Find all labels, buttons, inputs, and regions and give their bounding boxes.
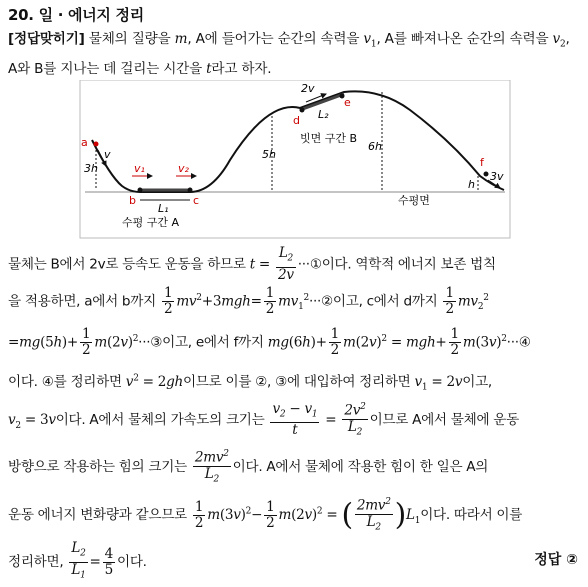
- solution-line-5: $v_2 = 3v$이다. A에서 물체의 가속도의 크기는 $\frac{v_2 - v_1}{t}$ = $\frac{2v^2}{L_2}$ 이므로 A에서 물체에 운동: [8, 400, 519, 439]
- answer-tag: [정답맞히기]: [8, 31, 85, 47]
- figure-frame: [80, 80, 510, 238]
- label-e: e: [344, 96, 351, 109]
- label-3h: 3h: [84, 162, 98, 175]
- label-3v: 3v: [490, 170, 504, 183]
- label-c: c: [193, 194, 200, 207]
- label-h: h: [468, 178, 475, 191]
- label-L1: L₁: [158, 202, 169, 215]
- solution-line-1: 물체는 B에서 2v로 등속도 운동을 하므로 t = $\frac{L_2}{2v}$ ···①이다. 역학적 에너지 보존 법칙: [8, 245, 496, 283]
- label-v1: v₁: [134, 162, 145, 175]
- label-2v: 2v: [301, 82, 315, 95]
- intro-paragraph: [정답맞히기] 물체의 질량을 m, A에 들어가는 순간의 속력을 $v_1$, A를 빠져나온 순간의 속력을 $v_2$, A와 B를 지나는 데 걸리는 시간을 t라고 하자.: [8, 31, 570, 77]
- solution-line-4: 이다. ④를 정리하면 $v^2 = 2gh$이므로 이를 ②, ③에 대입하여 정리하면 $v_1 = 2v$이고,: [8, 373, 492, 393]
- question-title: 20. 일 · 에너지 정리: [8, 6, 144, 24]
- solution-line-7: 운동 에너지 변화량과 같으므로 $\frac{1}{2}$ $m(3v)^2-$ $\frac{1}{2}$ $m(2v)^2$ = ( $\frac{2mv^2}{L_2}$ )$L_1$이다. 따라서 이를: [8, 497, 523, 533]
- solution-line-2: 을 적용하면, a에서 b까지 $\frac{1}{2}$ $mv^2+3mgh=$ $\frac{1}{2}$ $mv_1^2\cdot\cdot\cdot ②$이고, c에서 d까지 $\frac{1}{2}$ $mv_2^2$: [8, 285, 489, 317]
- label-d: d: [293, 114, 300, 127]
- label-L2: L₂: [318, 108, 329, 121]
- label-a: a: [81, 136, 88, 149]
- label-v2: v₂: [178, 162, 189, 175]
- track-diagram: [0, 80, 588, 240]
- label-region-B: 빗면 구간 B: [300, 132, 358, 145]
- final-answer: 정답 ②: [534, 552, 578, 568]
- point-d-dot: [300, 108, 305, 113]
- point-b-dot: [138, 188, 143, 193]
- point-c-dot: [188, 188, 193, 193]
- label-region-A: 수평 구간 A: [122, 216, 180, 229]
- point-f-dot: [484, 172, 489, 177]
- solution-line-8: 정리하면, $\frac{L_2}{L_1}$ = $\frac{4}{5}$ 이다.: [8, 540, 147, 581]
- label-v: v: [104, 148, 111, 161]
- solution-line-3: =mg(5h)+ $\frac{1}{2}$ $m(2v)^2\cdot\cdot\cdot ③$이고, e에서 f까지 mg(6h)+ $\frac{1}{2}$ $m(2v)^2 = mgh+$ $\frac{1}{2}$ $m(3v)^2\cdot\cdot\cdot ④$: [8, 326, 531, 358]
- label-b: b: [129, 194, 136, 207]
- label-f: f: [480, 156, 484, 169]
- label-5h: 5h: [262, 148, 276, 161]
- solution-line-6: 방향으로 작용하는 힘의 크기는 $\frac{2mv^2}{L_2}$ 이다. A에서 물체에 작용한 힘이 한 일은 A의: [8, 449, 489, 485]
- point-a-dot: [94, 142, 99, 147]
- label-6h: 6h: [368, 140, 382, 153]
- label-ground: 수평면: [398, 194, 430, 207]
